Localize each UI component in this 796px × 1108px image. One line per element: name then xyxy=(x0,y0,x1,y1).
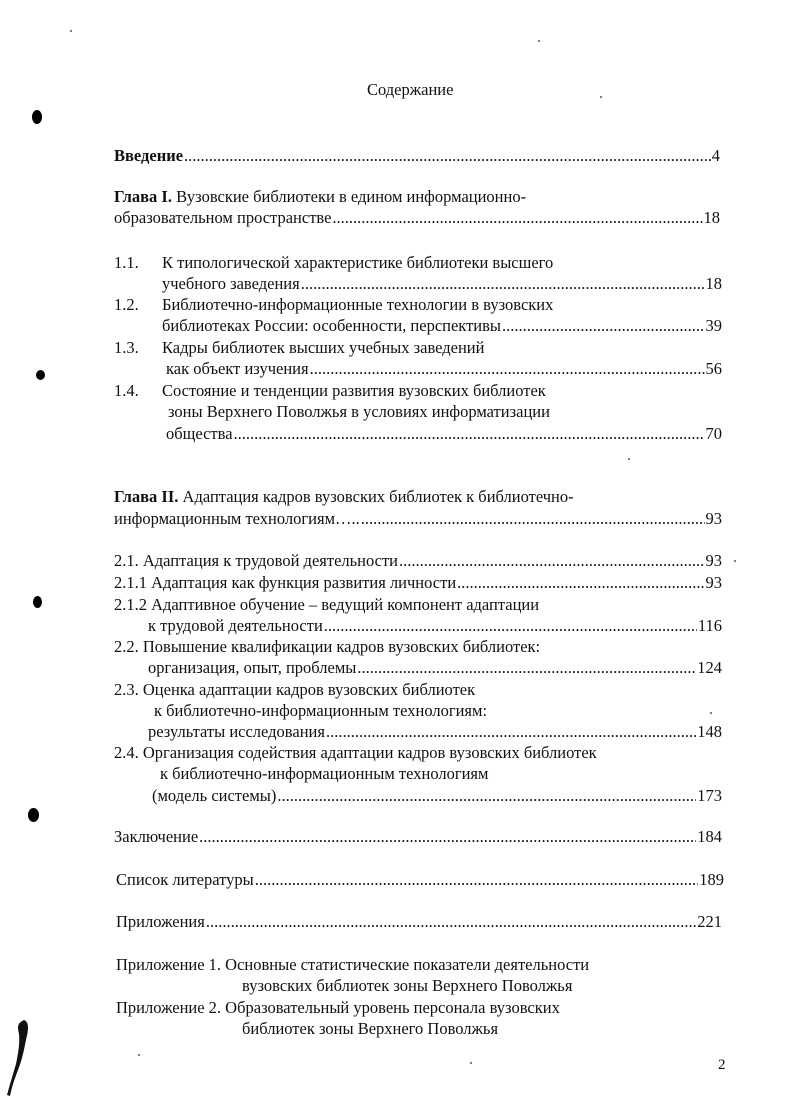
toc-entry-text: как объект изучения xyxy=(166,359,309,378)
toc-entry-label: Заключение xyxy=(114,827,199,846)
toc-entry-text: библиотеках России: особенности, перспективы xyxy=(162,316,502,335)
appendix-item: Приложение 1. Основные статистические показатели деятельности xyxy=(116,955,590,974)
toc-entry-chapter-1 xyxy=(114,208,720,228)
toc-entry-appendices xyxy=(116,912,722,932)
toc-leader xyxy=(301,274,705,294)
toc-entry-label: Список литературы xyxy=(116,870,254,889)
toc-leader xyxy=(399,551,704,571)
toc-page-number: 173 xyxy=(697,786,722,805)
toc-entry-text: 2.1. Адаптация к трудовой деятельности xyxy=(114,551,399,570)
toc-section-number: 1.4. xyxy=(114,381,139,400)
toc-page-number: 93 xyxy=(705,509,722,528)
toc-page-number: 93 xyxy=(705,551,722,570)
toc-entry-text: 2.1.2 Адаптивное обучение – ведущий компонент адаптации xyxy=(114,595,540,614)
page-title: Содержание xyxy=(367,80,454,99)
toc-section-number: 1.2. xyxy=(114,295,139,314)
toc-entry-text: 2.3. Оценка адаптации кадров вузовских библиотек xyxy=(114,680,476,699)
toc-leader xyxy=(184,146,711,166)
toc-leader xyxy=(255,870,699,890)
ink-blot xyxy=(32,110,42,124)
toc-entry-chapter-2 xyxy=(114,509,722,529)
toc-entry-1-3 xyxy=(166,359,722,379)
toc-entry-2-2 xyxy=(148,658,722,678)
toc-leader xyxy=(457,573,704,593)
toc-entry-references xyxy=(116,870,724,890)
toc-page-number: 189 xyxy=(699,870,724,889)
chapter-title-line: информационным технологиям….. xyxy=(114,509,360,528)
toc-entry-text: зоны Верхнего Поволжья в условиях информатизации xyxy=(168,402,550,421)
binder-hole-mark xyxy=(4,1018,38,1098)
toc-entry-text: (модель системы) xyxy=(152,786,277,805)
chapter-title-line: образовательном пространстве xyxy=(114,208,332,227)
toc-page-number: 18 xyxy=(705,274,722,293)
toc-entry-text: Состояние и тенденции развития вузовских библиотек xyxy=(162,381,546,400)
chapter-1-title xyxy=(114,187,526,207)
toc-entry-text: Библиотечно-информационные технологии в вузовских xyxy=(162,295,554,314)
toc-page-number: 116 xyxy=(697,616,722,635)
toc-leader xyxy=(277,786,696,806)
toc-page-number: 39 xyxy=(705,316,722,335)
toc-entry-text: К типологической характеристике библиотеки высшего xyxy=(162,253,554,272)
toc-entry-text: к трудовой деятельности xyxy=(148,616,323,635)
toc-leader xyxy=(206,912,696,932)
toc-leader xyxy=(332,208,702,228)
toc-entry-text: 2.2. Повышение квалификации кадров вузовских библиотек: xyxy=(114,637,541,656)
toc-entry-text: учебного заведения xyxy=(162,274,300,293)
toc-entry-text: 2.1.1 Адаптация как функция развития личности xyxy=(114,573,457,592)
toc-entry-1-2 xyxy=(162,316,722,336)
toc-page-number: 4 xyxy=(711,146,720,165)
ink-blot xyxy=(28,808,39,822)
toc-entry-text: Кадры библиотек высших учебных заведений xyxy=(162,338,485,357)
toc-page-number: 184 xyxy=(697,827,722,846)
toc-entry-1-4 xyxy=(166,424,722,444)
toc-entry-1-1 xyxy=(162,274,722,294)
page-number: 2 xyxy=(718,1057,726,1073)
toc-entry-label: Введение xyxy=(114,146,184,165)
toc-entry-2-1 xyxy=(114,551,722,571)
toc-entry-intro xyxy=(114,146,720,166)
appendix-item: вузовских библиотек зоны Верхнего Поволжья xyxy=(242,976,573,995)
toc-entry-conclusion xyxy=(114,827,722,847)
chapter-2-title xyxy=(114,487,574,507)
toc-entry-text: к библиотечно-информационным технологиям: xyxy=(154,701,488,720)
toc-leader xyxy=(357,658,696,678)
toc-entry-2-4 xyxy=(152,786,722,806)
toc-leader xyxy=(326,722,696,742)
toc-entry-text: результаты исследования xyxy=(148,722,325,741)
toc-entry-label: Приложения xyxy=(116,912,205,931)
toc-leader xyxy=(502,316,704,336)
toc-leader xyxy=(324,616,697,636)
toc-section-number: 1.3. xyxy=(114,338,139,357)
toc-page-number: 18 xyxy=(703,208,720,227)
toc-entry-2-3 xyxy=(148,722,722,742)
toc-leader xyxy=(234,424,705,444)
appendix-item: Приложение 2. Образовательный уровень персонала вузовских xyxy=(116,998,560,1017)
toc-leader xyxy=(310,359,705,379)
toc-entry-text: 2.4. Организация содействия адаптации кадров вузовских библиотек xyxy=(114,743,597,762)
chapter-title-line: Адаптация кадров вузовских библиотек к библиотечно- xyxy=(178,487,574,506)
toc-page-number: 56 xyxy=(705,359,722,378)
toc-leader xyxy=(361,509,705,529)
appendix-item: библиотек зоны Верхнего Поволжья xyxy=(242,1019,499,1038)
toc-section-number: 1.1. xyxy=(114,253,139,272)
chapter-label: Глава I. xyxy=(114,187,172,206)
ink-blot xyxy=(36,370,45,380)
chapter-label: Глава II. xyxy=(114,487,179,506)
toc-entry-text: к библиотечно-информационным технологиям xyxy=(160,764,489,783)
toc-page-number: 70 xyxy=(705,424,722,443)
ink-blot xyxy=(33,596,42,608)
toc-entry-text: организация, опыт, проблемы xyxy=(148,658,357,677)
toc-page-number: 221 xyxy=(697,912,722,931)
chapter-title-line: Вузовские библиотеки в едином информационно- xyxy=(171,187,527,206)
toc-page-number: 93 xyxy=(705,573,722,592)
toc-page-number: 124 xyxy=(697,658,722,677)
toc-entry-text: общества xyxy=(166,424,233,443)
toc-page-number: 148 xyxy=(697,722,722,741)
toc-entry-2-1-1 xyxy=(114,573,722,593)
toc-leader xyxy=(199,827,696,847)
toc-entry-2-1-2 xyxy=(148,616,722,636)
